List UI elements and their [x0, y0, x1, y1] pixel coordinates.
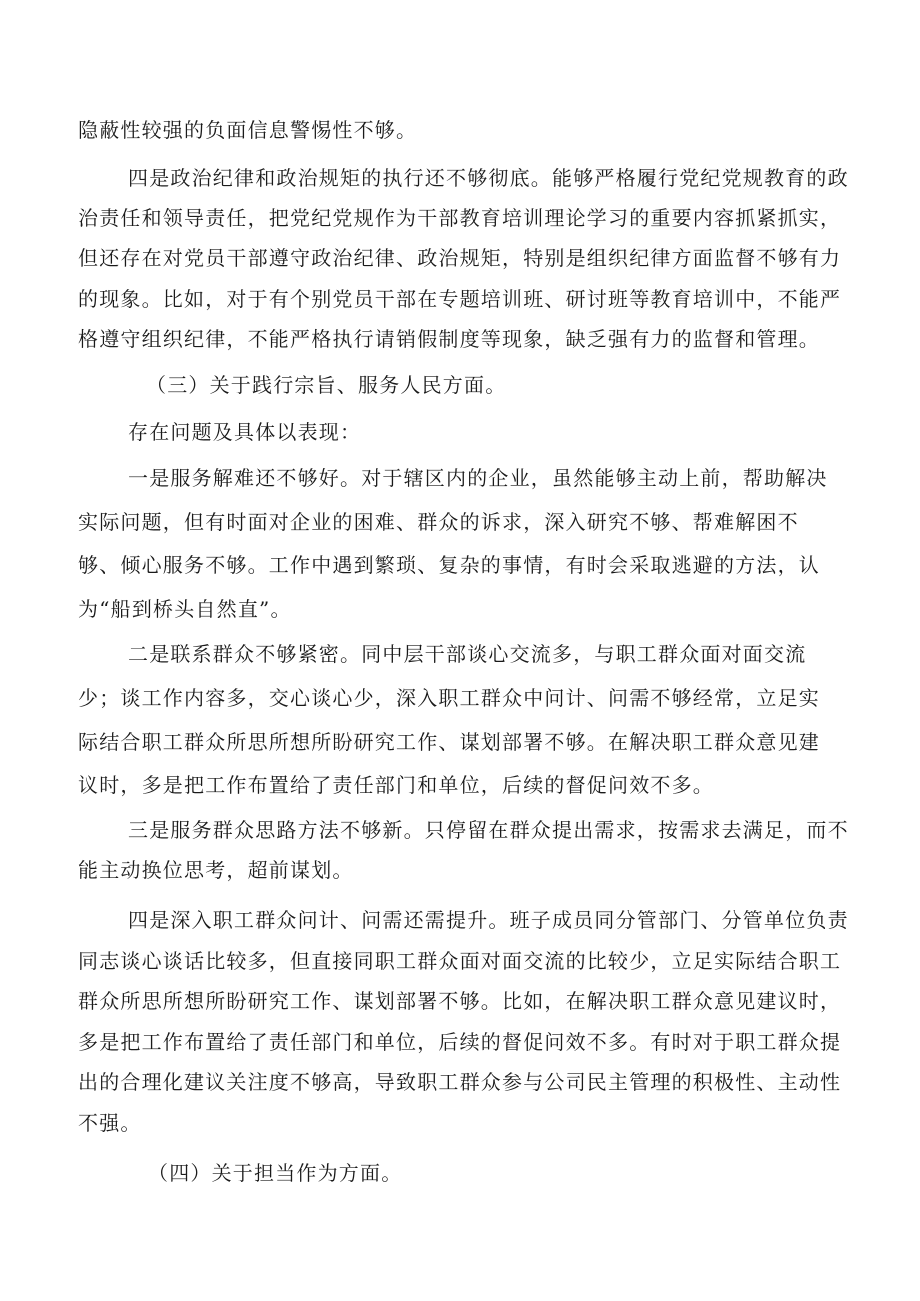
text-line: 为“船到桥头自然直”。	[78, 597, 292, 621]
text-line: 够、倾心服务不够。工作中遇到繁琐、复杂的事情，有时会采取逃避的方法，认	[78, 553, 820, 577]
section-heading-4: （四）关于担当作为方面。	[148, 1161, 403, 1185]
text-line: 但还存在对党员干部遵守政治纪律、政治规矩，特别是组织纪律方面监督不够有力	[78, 246, 842, 270]
paragraph-first-line: 四是政治纪律和政治规矩的执行还不够彻底。能够严格履行党纪党规教育的政	[128, 166, 849, 190]
paragraph-first-line: 三是服务群众思路方法不够新。只停留在群众提出需求，按需求去满足，而不	[128, 818, 849, 842]
text-line: 少；谈工作内容多，交心谈心少，深入职工群众中问计、问需不够经常，立足实	[78, 686, 820, 710]
paragraph-first-line: 二是联系群众不够紧密。同中层干部谈心交流多，与职工群众面对面交流	[128, 642, 807, 666]
text-line: 能主动换位思考，超前谋划。	[78, 858, 354, 882]
paragraph-first-line: 四是深入职工群众问计、问需还需提升。班子成员同分管部门、分管单位负责	[128, 908, 849, 932]
text-line: 隐蔽性较强的负面信息警惕性不够。	[78, 118, 418, 142]
text-line: 实际问题，但有时面对企业的困难、群众的诉求，深入研究不够、帮难解困不	[78, 510, 799, 534]
text-line: 际结合职工群众所思所想所盼研究工作、谋划部署不够。在解决职工群众意见建	[78, 730, 820, 754]
text-line: 治责任和领导责任，把党纪党规作为干部教育培训理论学习的重要内容抓紧抓实，	[78, 206, 842, 230]
text-line: 议时，多是把工作布置给了责任部门和单位，后续的督促问效不多。	[78, 773, 714, 797]
text-line: 同志谈心谈话比较多，但直接同职工群众面对面交流的比较少，立足实际结合职工	[78, 949, 842, 973]
text-line: 出的合理化建议关注度不够高，导致职工群众参与公司民主管理的积极性、主动性	[78, 1070, 842, 1094]
text-line: 群众所思所想所盼研究工作、谋划部署不够。比如，在解决职工群众意见建议时，	[78, 989, 842, 1013]
text-line: 存在问题及具体以表现：	[128, 420, 362, 444]
text-line: 格遵守组织纪律，不能严格执行请销假制度等现象，缺乏强有力的监督和管理。	[78, 327, 820, 351]
text-line: 多是把工作布置给了责任部门和单位，后续的督促问效不多。有时对于职工群众提	[78, 1030, 842, 1054]
paragraph-first-line: 一是服务解难还不够好。对于辖区内的企业，虽然能够主动上前，帮助解决	[128, 466, 828, 490]
text-line: 不强。	[78, 1111, 142, 1135]
text-line: 的现象。比如，对于有个别党员干部在专题培训班、研讨班等教育培训中，不能严	[78, 287, 842, 311]
section-heading-3: （三）关于践行宗旨、服务人民方面。	[146, 373, 507, 397]
